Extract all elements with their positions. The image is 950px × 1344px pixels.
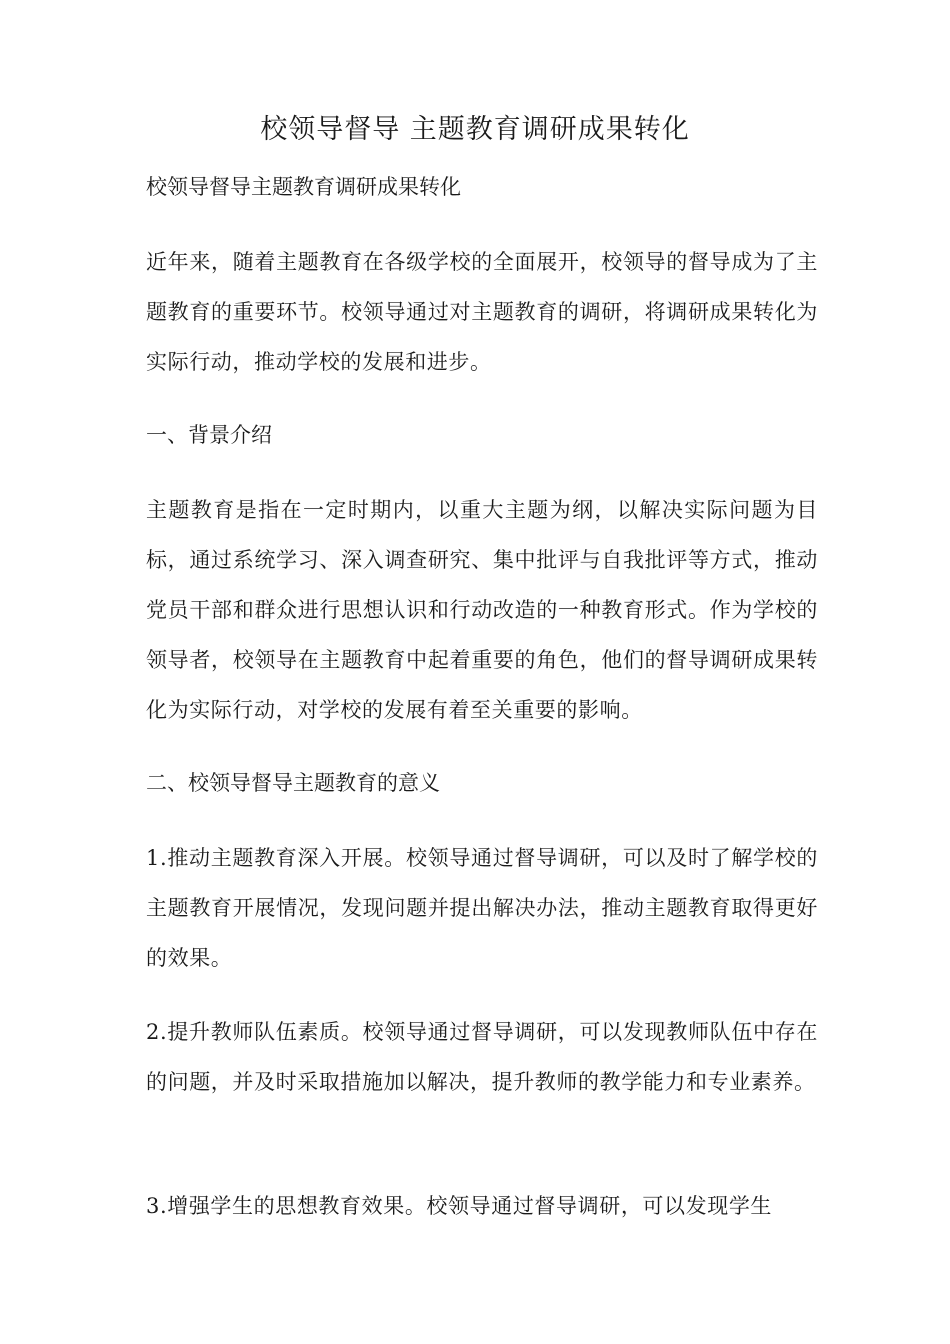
point-2-paragraph: 2.提升教师队伍素质。校领导通过督导调研，可以发现教师队伍中存在的问题，并及时采取措施加以解决，提升教师的教学能力和专业素养。 [146, 1020, 818, 1094]
section-heading-significance: 二、校领导督导主题教育的意义 [146, 771, 440, 795]
point-1-paragraph: 1.推动主题教育深入开展。校领导通过督导调研，可以及时了解学校的主题教育开展情况，发现问题并提出解决办法，推动主题教育取得更好的效果。 [146, 846, 818, 970]
background-paragraph: 主题教育是指在一定时期内，以重大主题为纲，以解决实际问题为目标，通过系统学习、深入调查研究、集中批评与自我批评等方式，推动党员干部和群众进行思想认识和行动改造的一种教育形式。作为学校的领导者，校领导在主题教育中起着重要的角色，他们的督导调研成果转化为实际行动，对学校的发展有着至关重要的影响。 [146, 498, 818, 722]
section-heading-background: 一、背景介绍 [146, 423, 272, 447]
point-3-paragraph: 3.增强学生的思想教育效果。校领导通过督导调研，可以发现学生 [146, 1194, 773, 1218]
document-subtitle: 校领导督导主题教育调研成果转化 [146, 175, 461, 199]
intro-paragraph: 近年来，随着主题教育在各级学校的全面展开，校领导的督导成为了主题教育的重要环节。校领导通过对主题教育的调研，将调研成果转化为实际行动，推动学校的发展和进步。 [146, 250, 818, 374]
document-title: 校领导督导 主题教育调研成果转化 [260, 114, 690, 145]
